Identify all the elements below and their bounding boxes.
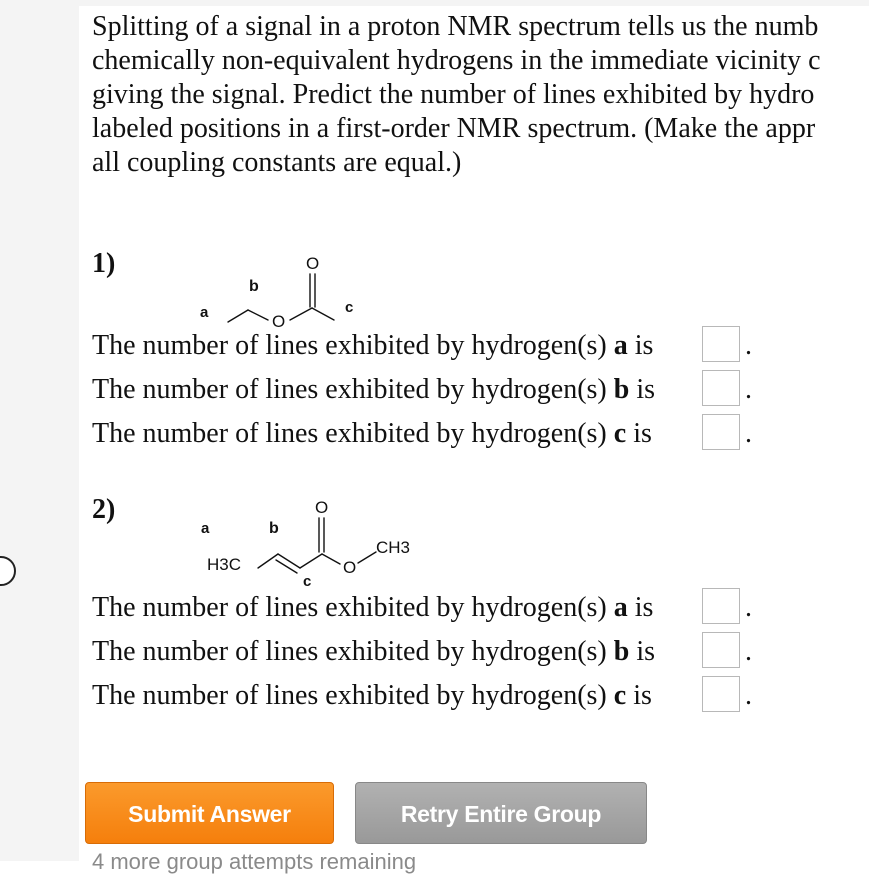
sentence-suffix: is <box>627 592 654 623</box>
label-a: a <box>200 304 209 321</box>
intro-line: chemically non-equivalent hydrogens in the immediate vicinity c <box>92 45 821 76</box>
answer-sentence <box>92 632 655 672</box>
hydrogen-letter: c <box>613 418 627 449</box>
answer-input[interactable] <box>702 588 740 624</box>
sentence-suffix: is <box>629 374 656 405</box>
label-c: c <box>303 573 312 590</box>
answer-input[interactable] <box>702 676 740 712</box>
answer-row <box>92 370 752 410</box>
methyl-left: H3C <box>207 555 242 574</box>
answer-row <box>92 414 752 454</box>
hydrogen-letter: a <box>613 330 628 361</box>
intro-line: all coupling constants are equal.) <box>92 147 462 178</box>
sentence-text: The number of lines exhibited by hydrogen(s) <box>92 636 614 667</box>
answer-row <box>92 676 752 716</box>
answer-sentence <box>92 370 655 410</box>
sentence-period: . <box>745 592 752 623</box>
sentence-period: . <box>745 374 752 405</box>
question-number: 1) <box>92 248 116 279</box>
carbonyl-oxygen: O <box>306 254 320 273</box>
answer-row <box>92 588 752 628</box>
sentence-text: The number of lines exhibited by hydrogen(s) <box>92 418 614 449</box>
ester-oxygen: O <box>343 558 357 577</box>
methyl-right: CH3 <box>376 538 411 557</box>
answer-sentence <box>92 676 652 716</box>
answer-input[interactable] <box>702 326 740 362</box>
molecule-2-structure <box>190 490 430 590</box>
sentence-period: . <box>745 330 752 361</box>
question-number: 2) <box>92 494 116 525</box>
answer-input[interactable] <box>702 414 740 450</box>
sentence-text: The number of lines exhibited by hydrogen(s) <box>92 374 614 405</box>
sentence-text: The number of lines exhibited by hydrogen(s) <box>92 330 614 361</box>
label-b: b <box>249 278 259 295</box>
hydrogen-letter: b <box>613 374 630 405</box>
answer-sentence <box>92 326 653 366</box>
sentence-suffix: is <box>626 418 652 449</box>
retry-entire-group-button[interactable]: Retry Entire Group <box>355 782 647 844</box>
submit-answer-button[interactable]: Submit Answer <box>85 782 334 844</box>
carbonyl-oxygen: O <box>315 498 329 517</box>
answer-row <box>92 632 752 672</box>
sentence-period: . <box>745 636 752 667</box>
page-left-margin <box>0 0 79 861</box>
sentence-period: . <box>745 418 752 449</box>
sentence-suffix: is <box>626 680 652 711</box>
molecule-1-structure <box>190 240 360 330</box>
label-c: c <box>345 299 354 316</box>
answer-input[interactable] <box>702 632 740 668</box>
answer-sentence <box>92 414 652 454</box>
intro-line: giving the signal. Predict the number of lines exhibited by hydro <box>92 79 815 110</box>
sentence-suffix: is <box>629 636 656 667</box>
hydrogen-letter: c <box>613 680 627 711</box>
attempts-remaining-text: 4 more group attempts remaining <box>92 849 417 874</box>
label-b: b <box>269 520 279 537</box>
sentence-text: The number of lines exhibited by hydrogen(s) <box>92 680 614 711</box>
ester-oxygen: O <box>272 312 286 331</box>
hydrogen-letter: a <box>613 592 628 623</box>
question-intro <box>92 10 869 180</box>
answer-row <box>92 326 752 366</box>
hydrogen-letter: b <box>613 636 630 667</box>
intro-line: labeled positions in a first-order NMR spectrum. (Make the appr <box>92 113 816 144</box>
sentence-text: The number of lines exhibited by hydrogen(s) <box>92 592 614 623</box>
label-a: a <box>201 520 210 537</box>
answer-sentence <box>92 588 653 628</box>
page-top-margin <box>79 0 869 6</box>
answer-input[interactable] <box>702 370 740 406</box>
sentence-suffix: is <box>627 330 654 361</box>
sentence-period: . <box>745 680 752 711</box>
intro-line: Splitting of a signal in a proton NMR spectrum tells us the numb <box>92 11 819 42</box>
